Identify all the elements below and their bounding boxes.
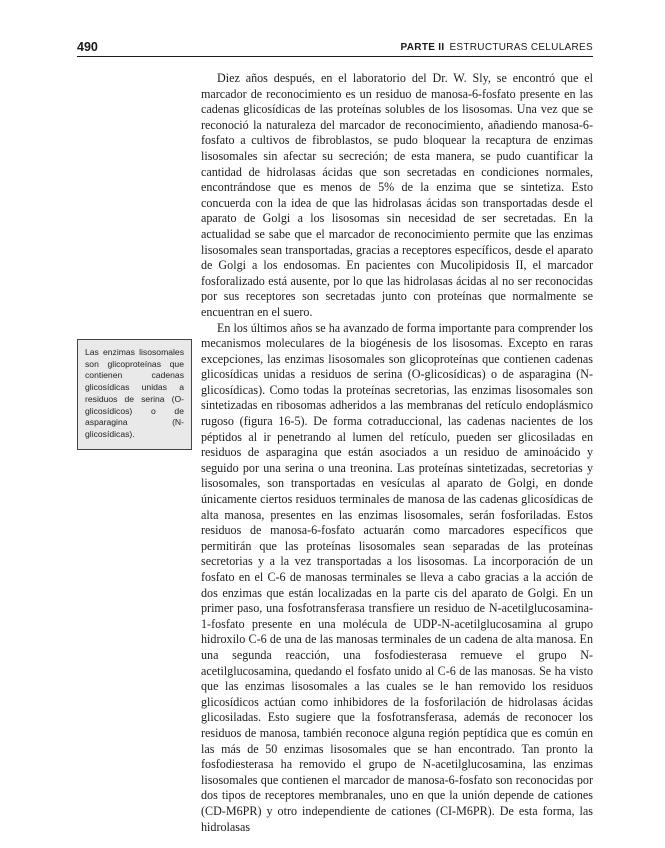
margin-note-text: Las enzimas lisosomales son glicoproteínas que contienen cadenas glicosídicas unidas a residuos de serina (O-glicosídicos) o de asparagina (N-glicosídicas). (85, 347, 184, 439)
part-label: PARTE II (400, 42, 445, 53)
page-number: 490 (77, 40, 98, 54)
section-title: ESTRUCTURAS CELULARES (449, 42, 593, 53)
margin-note (77, 339, 192, 450)
body-paragraph: Diez años después, en el laboratorio del Dr. W. Sly, se encontró que el marcador de reconocimiento es un residuo de manosa-6-fosfato presente en las cadenas glicosídicas de las proteínas solubles de los lisosomas. Una vez que se reconoció la naturaleza del marcador de reconocimiento, añadiendo manosa-6-fosfato a cultivos de fibroblastos, se pudo bloquear la recaptura de enzimas lisosomales sin afectar su secreción; de esta manera, se pudo cuantificar la cantidad de hidrolasas ácidas que son secretadas en condiciones normales, encontrándose que es menos de 5% de la enzima que se sintetiza. Esto concuerda con la idea de que las hidrolasas ácidas son transportadas desde el aparato de Golgi a los lisosomas sin necesidad de ser secretadas. En la actualidad se sabe que el marcador de reconocimiento permite que las enzimas lisosomales sean transportadas, gracias a receptores específicos, desde el aparato de Golgi a los endosomas. En pacientes con Mucolipidosis II, el marcador fosforalizado está ausente, por lo que las hidrolasas ácidas al no ser reconocidas por sus receptores son secretadas junto con proteínas que normalmente se encuentran en el suero. (201, 71, 593, 319)
body-text (201, 71, 593, 835)
running-head (401, 42, 593, 53)
header-rule (77, 56, 593, 57)
body-paragraph: En los últimos años se ha avanzado de forma importante para comprender los mecanismos moleculares de la biogénesis de los lisosomas. Excepto en raras excepciones, las enzimas lisosomales son glicoproteínas que contienen cadenas glicosídicas unidas a residuos de serina (O-glicosídicas) o de asparagina (N-glicosídicas). Como todas la proteínas secretorias, las enzimas lisosomales son sintetizadas en ribosomas adheridos a las membranas del retículo endoplásmico rugoso (figura 16-5). De forma cotraduccional, las cadenas nacientes de los péptidos al ir penetrando al lumen del retículo, pueden ser glicosiladas en residuos de asparagina que están asociados a un residuo de aminoácido y seguido por una serina o una treonina. Las proteínas sintetizadas, secretorias y lisosomales, son transportadas en vesículas al aparato de Golgi, en donde únicamente ciertos residuos terminales de manosa de las cadenas glicosídicas de alta manosa, presentes en las enzimas lisosomales, serán fosforiladas. Estos residuos de manosa-6-fosfato actuarán como marcadores específicos que permitirán que las proteínas lisosomales sean separadas de las proteínas secretorias y a la vez transportadas a los lisosomas. La incorporación de un fosfato en el C-6 de manosas terminales se lleva a cabo gracias a la acción de dos enzimas que están localizadas en la parte cis del aparato de Golgi. En un primer paso, una fosfotransferasa transfiere un residuo de N-acetilglucosamina-1-fosfato presente en una molécula de UDP-N-acetilglucosamina al grupo hidroxilo C-6 de una de las manosas terminales de un cadena de alta manosa. En una segunda reacción, una fosfodiesterasa remueve el grupo N-acetilglucosamina, quedando el fosfato unido al C-6 de las manosas. Se ha visto que las enzimas lisosomales a las cuales se le han removido los residuos glicosídicos actúan como inhibidores de la fosforilación de hidrolasas ácidas glicosiladas. Esto sugiere que la fosfotransferasa, además de reconocer los residuos de manosa, también reconoce alguna región peptídica que es común en las más de 50 enzimas lisosomales que se han encontrado. Tan pronto la fosfodiesterasa ha removido el grupo de N-acetilglucosamina, las enzimas lisosomales que contienen el marcador de manosa-6-fosfato son reconocidas por dos tipos de receptores membranales, uno en que la unión depende de cationes (CD-M6PR) y otro independiente de cationes (CI-M6PR). De esta forma, las hidrolasas (201, 320, 593, 834)
